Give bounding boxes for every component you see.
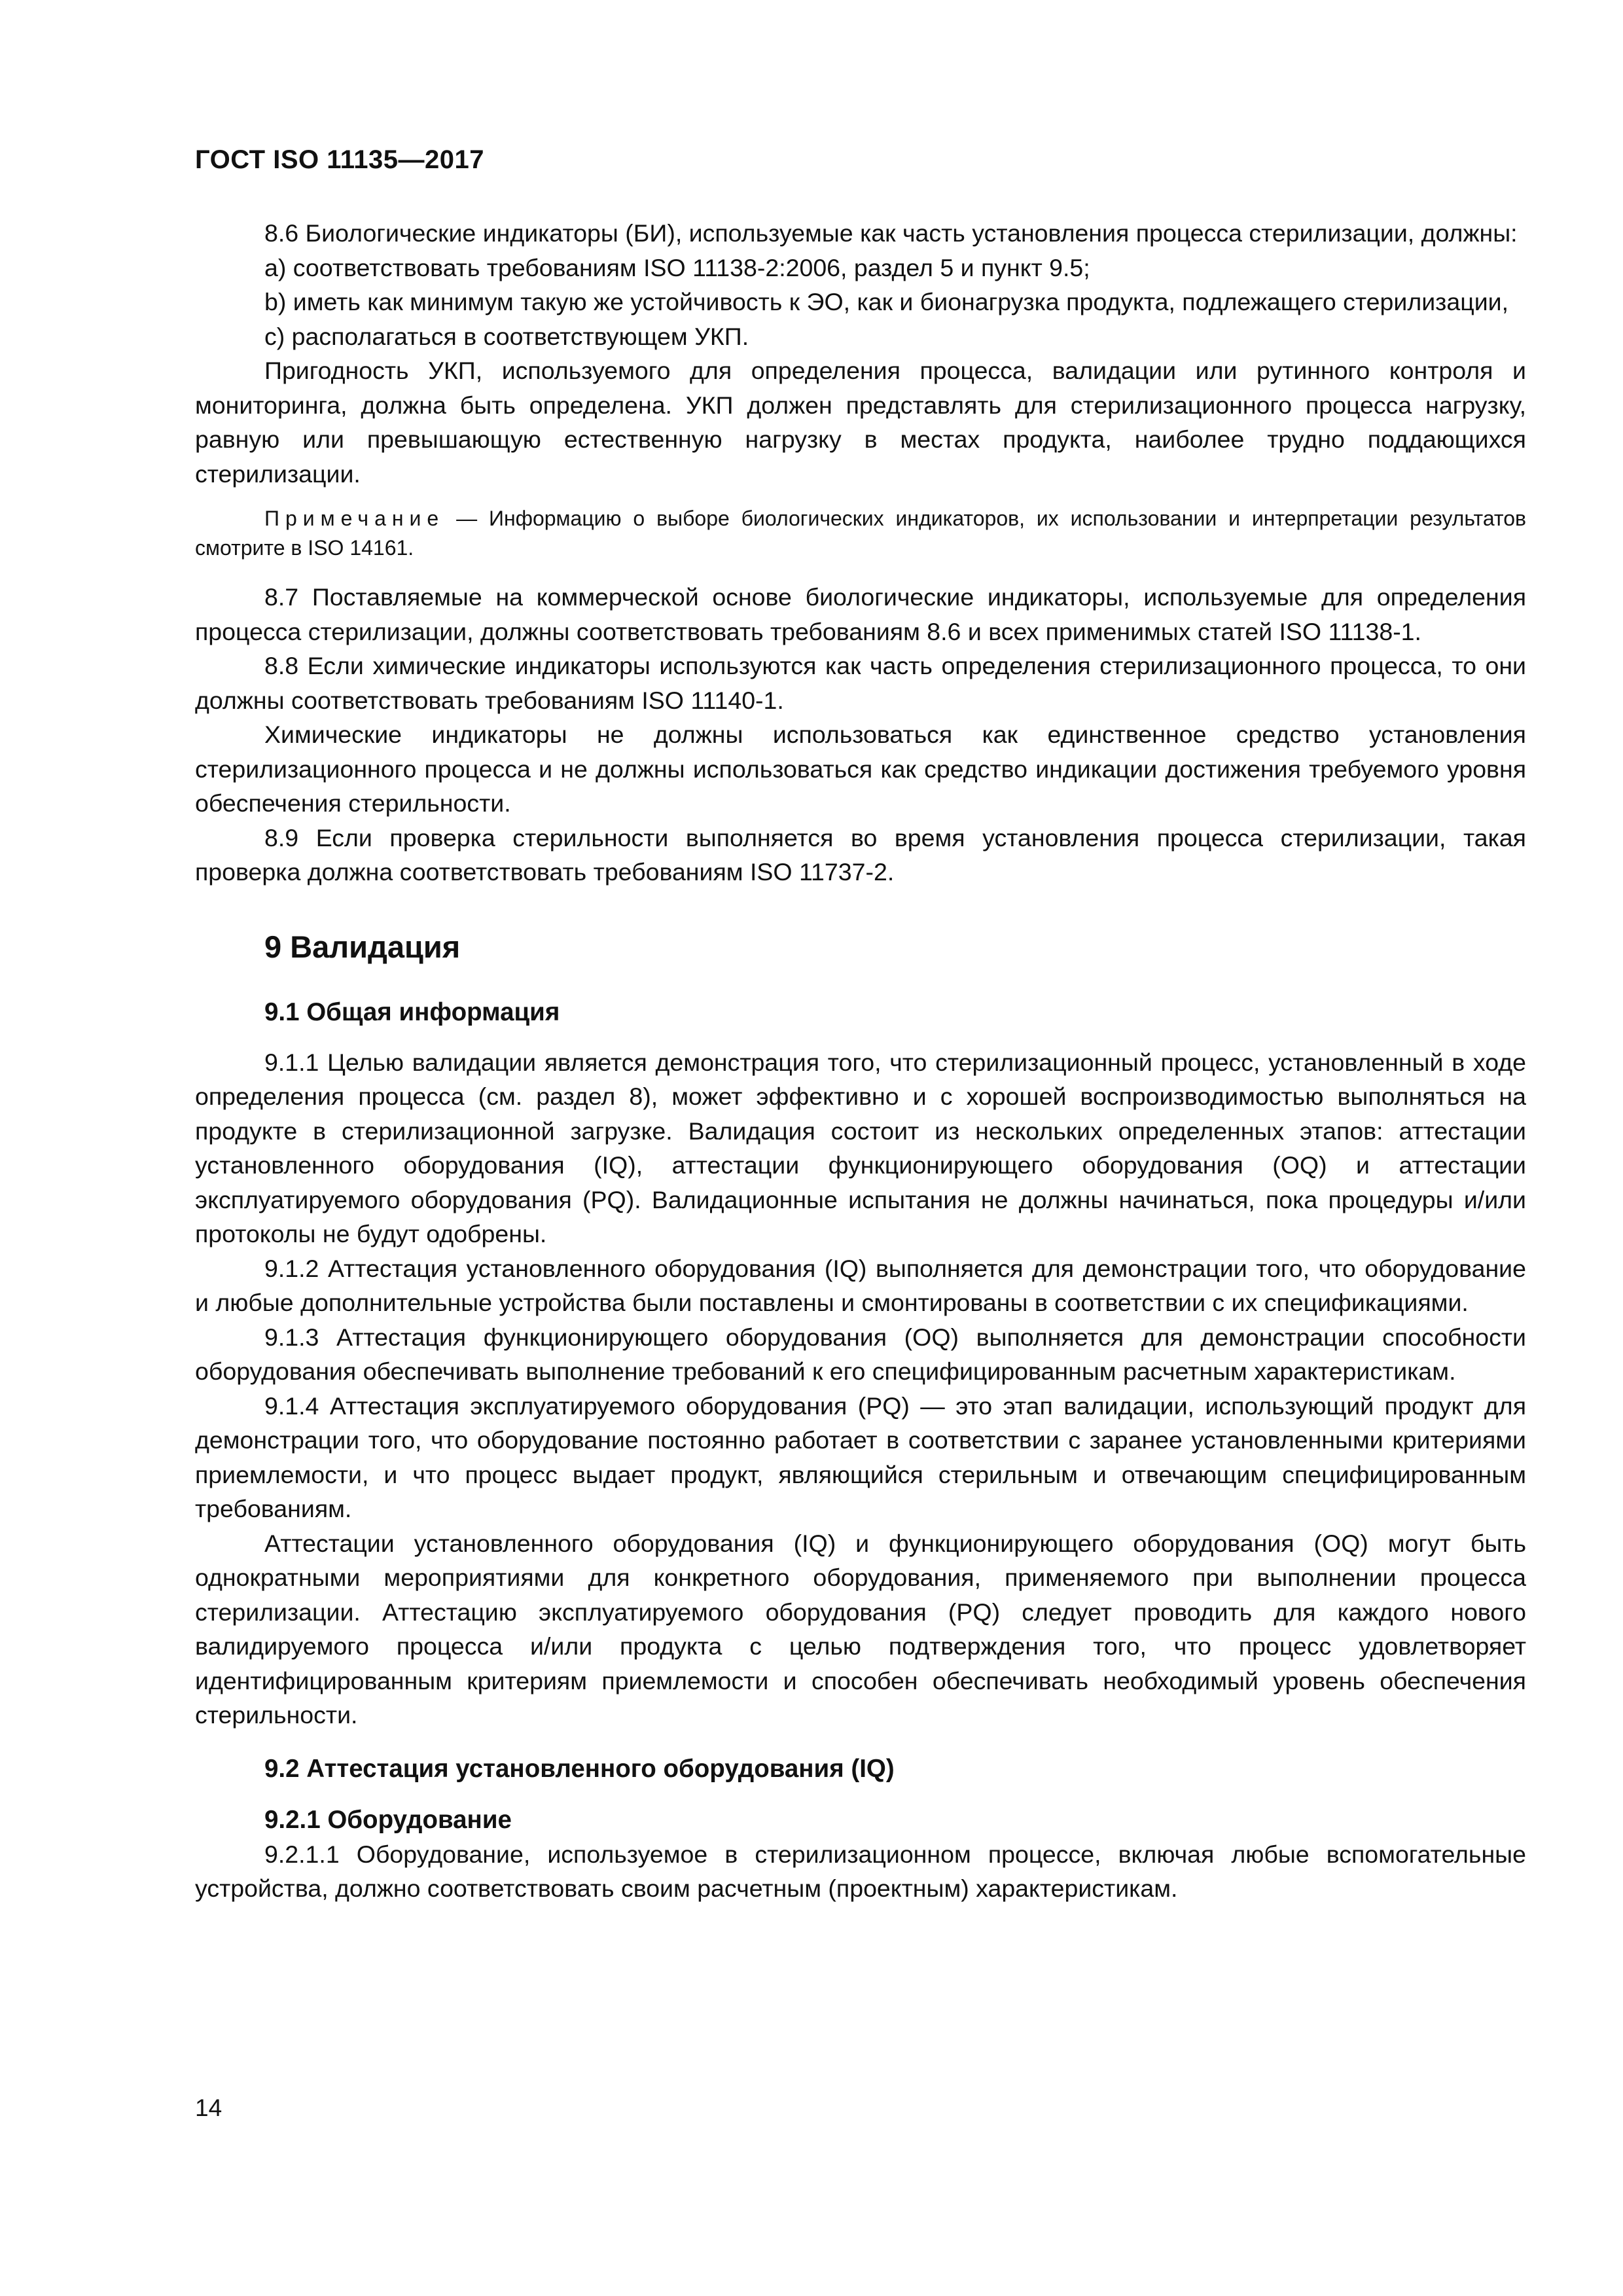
paragraph-9-1-4: 9.1.4 Аттестация эксплуатируемого оборудования (PQ) — это этап валидации, использующий продукт для демонстрации того, что оборудование постоянно работает в соответствии с заранее установленными критериями приемлемости, и что процесс выдает продукт, являющийся стерильным и отвечающим специфицированным требованиям.	[195, 1391, 1526, 1522]
paragraph-9-1-3: 9.1.3 Аттестация функционирующего оборудования (OQ) выполняется для демонстрации способности оборудования обеспечивать выполнение требований к его специфицированным расчетным характеристикам.	[195, 1323, 1526, 1385]
section-9-2-heading: 9.2 Аттестация установленного оборудования (IQ)	[264, 1754, 895, 1783]
section-9-heading: 9 Валидация	[264, 929, 461, 964]
paragraph-attestation: Аттестации установленного оборудования (IQ) и функционирующего оборудования (OQ) могут быть однократными мероприятиями для конкретного оборудования, применяемого при выполнении процесса стерилизации. Аттестацию эксплуатируемого оборудования (PQ) следует проводить для каждого нового валидируемого процесса и/или продукта с целью подтверждения того, что процесс удовлетворяет идентифицированным критериям приемлемости и способен обеспечивать необходимый уровень обеспечения стерильности.	[195, 1529, 1526, 1729]
page-number: 14	[195, 2094, 223, 2121]
document-header: ГОСТ ISO 11135—2017	[195, 145, 485, 174]
note-label: Примечание	[264, 507, 445, 530]
note-text: — Информацию о выборе биологических индикаторов, их использовании и интерпретации результатов смотрите в ISO 14161.	[195, 507, 1526, 560]
paragraph-8-6: 8.6 Биологические индикаторы (БИ), используемые как часть установления процесса стерилизации, должны:	[264, 219, 1518, 247]
list-item-a: a) соответствовать требованиям ISO 11138-2:2006, раздел 5 и пункт 9.5;	[264, 253, 1090, 281]
paragraph-9-2-1-1: 9.2.1.1 Оборудование, используемое в стерилизационном процессе, включая любые вспомогательные устройства, должно соответствовать своим расчетным (проектным) характеристикам.	[195, 1840, 1526, 1902]
document-body	[195, 216, 1526, 1906]
paragraph-9-1-2: 9.1.2 Аттестация установленного оборудования (IQ) выполняется для демонстрации того, что оборудование и любые дополнительные устройства были поставлены и смонтированы в соответствии с их спецификациями.	[195, 1254, 1526, 1316]
paragraph-8-7: 8.7 Поставляемые на коммерческой основе биологические индикаторы, используемые для определения процесса стерилизации, должны соответствовать требованиям 8.6 и всех применимых статей ISO 11138-1.	[195, 583, 1526, 645]
section-9-2-1-heading: 9.2.1 Оборудование	[264, 1805, 512, 1834]
paragraph-8-9: 8.9 Если проверка стерильности выполняется во время установления процесса стерилизации, такая проверка должна соответствовать требованиям ISO 11737-2.	[195, 823, 1526, 886]
paragraph-chemical-indicators: Химические индикаторы не должны использоваться как единственное средство установления стерилизационного процесса и не должны использоваться как средство индикации достижения требуемого уровня обеспечения стерильности.	[195, 721, 1526, 817]
section-9-1-heading: 9.1 Общая информация	[264, 997, 560, 1026]
list-item-b: b) иметь как минимум такую же устойчивость к ЭО, как и бионагрузка продукта, подлежащего стерилизации,	[264, 288, 1509, 315]
list-item-c: c) располагаться в соответствующем УКП.	[264, 322, 749, 350]
paragraph-9-1-1: 9.1.1 Целью валидации является демонстрация того, что стерилизационный процесс, установленный в ходе определения процесса (см. раздел 8), может эффективно и с хорошей воспроизводимостью выполняться на продукте в стерилизационной загрузке. Валидация состоит из нескольких определенных этапов: аттестации установленного оборудования (IQ), аттестации функционирующего оборудования (OQ) и аттестации эксплуатируемого оборудования (PQ). Валидационные испытания не должны начинаться, пока процедуры и/или протоколы не будут одобрены.	[195, 1048, 1526, 1247]
note	[195, 504, 1526, 563]
paragraph-8-8: 8.8 Если химические индикаторы используются как часть определения стерилизационного процесса, то они должны соответствовать требованиям ISO 11140-1.	[195, 652, 1526, 714]
paragraph-ukp: Пригодность УКП, используемого для определения процесса, валидации или рутинного контроля и мониторинга, должна быть определена. УКП должен представлять для стерилизационного процесса нагрузку, равную или превышающую естественную нагрузку в местах продукта, наиболее трудно поддающихся стерилизации.	[195, 357, 1526, 488]
